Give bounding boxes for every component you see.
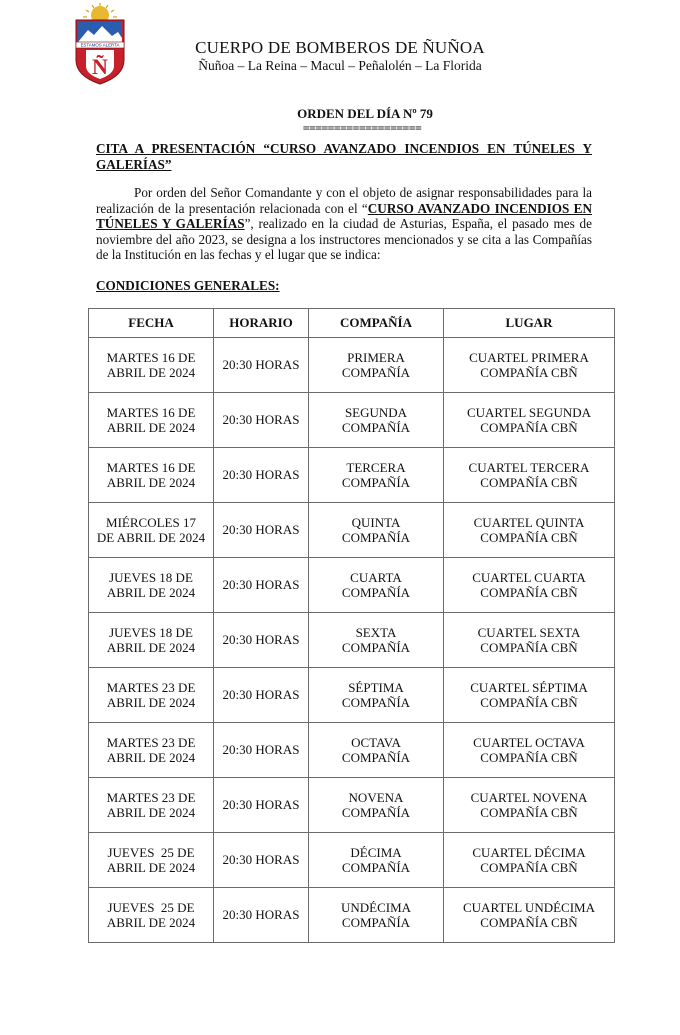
cell-fecha: [89, 558, 214, 613]
cell-lugar: [444, 668, 615, 723]
cell-lugar: [444, 338, 615, 393]
body-text-part1: Por orden del Señor Comandante y con el objeto de asignar responsabilidades para la realización de la presentación relacionada con el “: [96, 185, 592, 216]
cell-compania-line: COMPAÑÍA: [341, 805, 411, 820]
cell-lugar-line: CUARTEL QUINTA: [473, 514, 585, 530]
cell-fecha: [89, 723, 214, 778]
cell-compania-line: PRIMERA: [347, 349, 405, 365]
cell-compania-line: SÉPTIMA: [348, 679, 404, 695]
schedule-table-body: [89, 338, 615, 943]
cell-compania-line: DÉCIMA: [350, 844, 402, 860]
cell-compania-line: COMPAÑÍA: [341, 365, 411, 380]
cell-fecha-line: MARTES 23 DE: [106, 789, 196, 805]
svg-text:ESTAMOS ALERTA: ESTAMOS ALERTA: [80, 42, 120, 48]
schedule-table: [88, 308, 615, 943]
table-row: [89, 668, 615, 723]
cell-compania-line: COMPAÑÍA: [341, 475, 411, 490]
cell-lugar-line: CUARTEL DÉCIMA: [472, 844, 586, 860]
table-row: [89, 503, 615, 558]
cell-lugar-line: COMPAÑÍA CBÑ: [480, 805, 578, 820]
cell-fecha-line: JUEVES 18 DE: [109, 569, 193, 585]
cell-compania: [309, 888, 444, 943]
table-row: [89, 338, 615, 393]
cell-lugar-line: CUARTEL SEGUNDA: [466, 404, 592, 420]
cell-lugar-line: CUARTEL CUARTA: [472, 569, 586, 585]
table-row: [89, 833, 615, 888]
cell-fecha-line: ABRIL DE 2024: [106, 805, 196, 820]
cell-compania-line: COMPAÑÍA: [341, 695, 411, 710]
cell-fecha-line: ABRIL DE 2024: [106, 915, 196, 930]
subject-heading: CITA A PRESENTACIÓN “CURSO AVANZADO INCENDIOS EN TÚNELES Y GALERÍAS”: [96, 141, 592, 172]
order-title-rule: ===================: [302, 121, 422, 135]
cell-compania-line: SEGUNDA: [344, 404, 408, 420]
cell-compania-line: NOVENA: [348, 789, 404, 805]
cell-compania-line: UNDÉCIMA: [340, 899, 412, 915]
cell-compania: [309, 338, 444, 393]
column-header-lugar: LUGAR: [444, 309, 615, 338]
cell-compania-line: OCTAVA: [351, 734, 401, 750]
cell-fecha: [89, 888, 214, 943]
cell-lugar: [444, 448, 615, 503]
cell-compania: [309, 448, 444, 503]
cell-lugar-line: COMPAÑÍA CBÑ: [480, 640, 578, 655]
cell-horario: [214, 558, 309, 613]
cell-compania: [309, 503, 444, 558]
cell-lugar-line: CUARTEL NOVENA: [470, 789, 588, 805]
cell-horario: [214, 723, 309, 778]
cell-lugar: [444, 558, 615, 613]
cell-compania-line: COMPAÑÍA: [341, 860, 411, 875]
cell-lugar-line: COMPAÑÍA CBÑ: [480, 695, 578, 710]
cell-fecha-line: MARTES 16 DE: [106, 349, 196, 365]
cell-horario-text: 20:30 HORAS: [222, 412, 300, 428]
cell-horario: [214, 613, 309, 668]
cell-horario-text: 20:30 HORAS: [222, 852, 300, 868]
cell-fecha-line: JUEVES 18 DE: [109, 624, 193, 640]
cell-compania: [309, 613, 444, 668]
cell-horario-text: 20:30 HORAS: [222, 522, 300, 538]
cell-lugar-line: CUARTEL PRIMERA: [469, 349, 589, 365]
cell-fecha-line: MARTES 23 DE: [106, 734, 196, 750]
cell-fecha: [89, 613, 214, 668]
cell-lugar-line: COMPAÑÍA CBÑ: [480, 860, 578, 875]
body-text-part2: ”, realizado en la ciudad de Asturias, España, el pasado mes de noviembre del año 2023, se designa a los instructores mencionados y se cita a las Compañías de la Institución en las fechas y el lugar que se indica:: [96, 216, 592, 263]
cell-horario: [214, 833, 309, 888]
cell-lugar-line: CUARTEL SÉPTIMA: [470, 679, 588, 695]
cell-lugar-line: COMPAÑÍA CBÑ: [480, 585, 578, 600]
cell-horario: [214, 778, 309, 833]
cell-lugar-line: CUARTEL UNDÉCIMA: [463, 899, 595, 915]
cell-fecha-line: ABRIL DE 2024: [106, 475, 196, 490]
institution-communes: Ñuñoa – La Reina – Macul – Peñalolén – La Florida: [198, 58, 482, 73]
column-header-horario: HORARIO: [214, 309, 309, 338]
table-row: [89, 723, 615, 778]
table-header-row: [89, 309, 615, 338]
cell-horario-text: 20:30 HORAS: [222, 467, 300, 483]
cell-lugar-line: COMPAÑÍA CBÑ: [480, 420, 578, 435]
cell-horario-text: 20:30 HORAS: [222, 357, 300, 373]
cell-lugar: [444, 503, 615, 558]
cell-fecha: [89, 393, 214, 448]
cell-lugar-line: COMPAÑÍA CBÑ: [480, 365, 578, 380]
cell-compania-line: COMPAÑÍA: [341, 585, 411, 600]
table-row: [89, 393, 615, 448]
cell-fecha-line: MARTES 16 DE: [106, 459, 196, 475]
cell-fecha: [89, 778, 214, 833]
cell-lugar-line: CUARTEL OCTAVA: [473, 734, 585, 750]
cell-fecha-line: DE ABRIL DE 2024: [96, 530, 206, 545]
cell-lugar-line: COMPAÑÍA CBÑ: [480, 915, 578, 930]
fire-department-crest-icon: [72, 2, 128, 86]
cell-compania: [309, 833, 444, 888]
cell-compania-line: COMPAÑÍA: [341, 915, 411, 930]
cell-fecha: [89, 668, 214, 723]
cell-lugar-line: CUARTEL TERCERA: [468, 459, 590, 475]
table-row: [89, 778, 615, 833]
cell-compania-line: COMPAÑÍA: [341, 420, 411, 435]
cell-compania: [309, 393, 444, 448]
cell-fecha-line: JUEVES 25 DE: [107, 899, 195, 915]
cell-horario-text: 20:30 HORAS: [222, 632, 300, 648]
cell-fecha: [89, 448, 214, 503]
cell-fecha-line: MARTES 23 DE: [106, 679, 196, 695]
column-header-compania: COMPAÑÍA: [309, 309, 444, 338]
cell-lugar: [444, 778, 615, 833]
column-header-fecha: FECHA: [89, 309, 214, 338]
cell-fecha-line: JUEVES 25 DE: [107, 844, 195, 860]
cell-compania-line: TERCERA: [346, 459, 406, 475]
cell-horario: [214, 338, 309, 393]
cell-lugar: [444, 888, 615, 943]
cell-lugar-line: COMPAÑÍA CBÑ: [480, 750, 578, 765]
cell-compania-line: SEXTA: [355, 624, 397, 640]
cell-fecha-line: ABRIL DE 2024: [106, 585, 196, 600]
cell-horario: [214, 668, 309, 723]
cell-lugar: [444, 393, 615, 448]
cell-fecha-line: ABRIL DE 2024: [106, 860, 196, 875]
cell-fecha-line: ABRIL DE 2024: [106, 640, 196, 655]
cell-fecha-line: ABRIL DE 2024: [106, 695, 196, 710]
cell-compania: [309, 558, 444, 613]
table-row: [89, 613, 615, 668]
cell-horario: [214, 503, 309, 558]
cell-horario: [214, 448, 309, 503]
cell-fecha: [89, 503, 214, 558]
cell-compania: [309, 723, 444, 778]
table-row: [89, 888, 615, 943]
cell-lugar: [444, 833, 615, 888]
cell-lugar-line: CUARTEL SEXTA: [477, 624, 581, 640]
cell-fecha: [89, 833, 214, 888]
cell-fecha-line: ABRIL DE 2024: [106, 420, 196, 435]
cell-lugar: [444, 613, 615, 668]
conditions-heading: CONDICIONES GENERALES:: [96, 278, 280, 293]
course-name: CURSO AVANZADO INCENDIOS EN TÚNELES Y GALERÍAS: [96, 200, 592, 232]
cell-fecha: [89, 338, 214, 393]
cell-lugar: [444, 723, 615, 778]
cell-compania: [309, 778, 444, 833]
cell-compania: [309, 668, 444, 723]
cell-horario-text: 20:30 HORAS: [222, 797, 300, 813]
cell-fecha-line: MARTES 16 DE: [106, 404, 196, 420]
cell-compania-line: COMPAÑÍA: [341, 640, 411, 655]
cell-compania-line: COMPAÑÍA: [341, 530, 411, 545]
cell-horario-text: 20:30 HORAS: [222, 907, 300, 923]
institution-title: CUERPO DE BOMBEROS DE ÑUÑOA: [195, 38, 485, 57]
order-title: ORDEN DEL DÍA Nº 79: [297, 106, 433, 121]
cell-fecha-line: MIÉRCOLES 17: [106, 514, 196, 530]
body-paragraph: [96, 185, 592, 263]
cell-fecha-line: ABRIL DE 2024: [106, 750, 196, 765]
table-row: [89, 558, 615, 613]
cell-compania-line: CUARTA: [350, 569, 402, 585]
cell-horario: [214, 888, 309, 943]
cell-compania-line: COMPAÑÍA: [341, 750, 411, 765]
cell-horario-text: 20:30 HORAS: [222, 577, 300, 593]
cell-lugar-line: COMPAÑÍA CBÑ: [480, 530, 578, 545]
cell-horario-text: 20:30 HORAS: [222, 687, 300, 703]
cell-horario: [214, 393, 309, 448]
cell-lugar-line: COMPAÑÍA CBÑ: [480, 475, 578, 490]
cell-fecha-line: ABRIL DE 2024: [106, 365, 196, 380]
cell-horario-text: 20:30 HORAS: [222, 742, 300, 758]
table-row: [89, 448, 615, 503]
svg-text:Ñ: Ñ: [92, 54, 108, 79]
cell-compania-line: QUINTA: [351, 514, 401, 530]
